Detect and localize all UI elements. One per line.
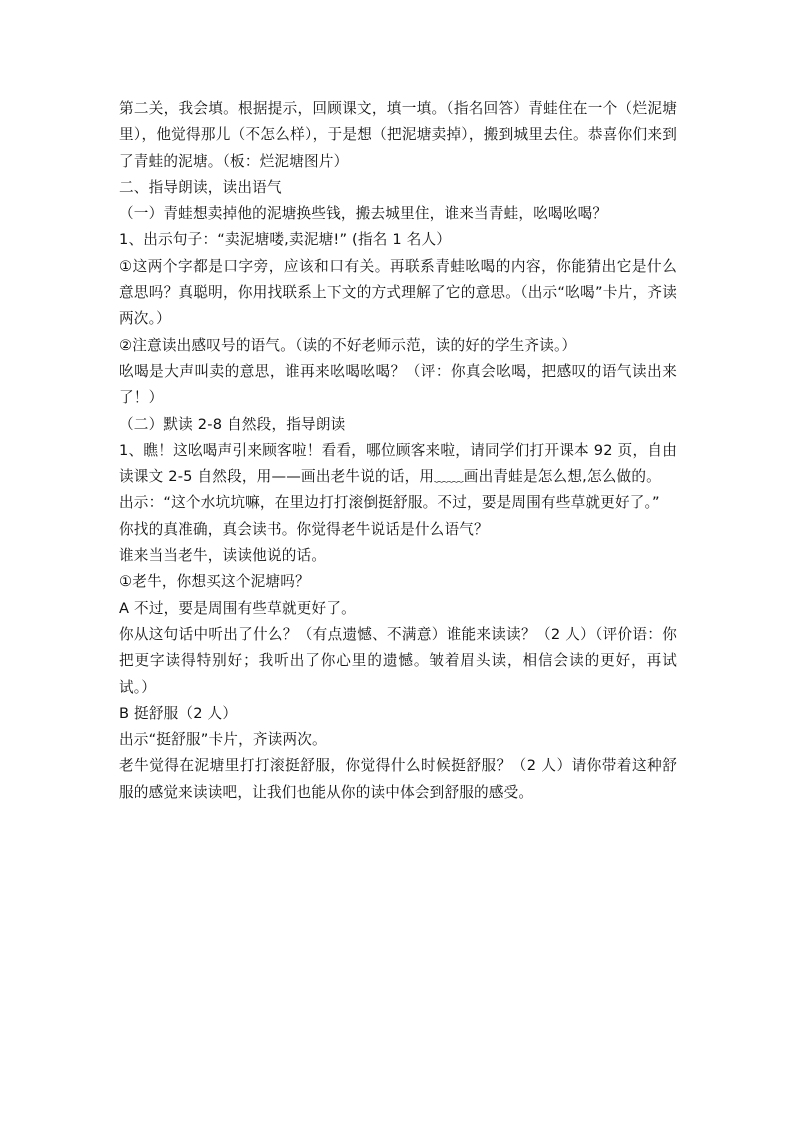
paragraph: 第二关，我会填。根据提示，回顾课文，填一填。（指名回答）青蛙住在一个（烂泥塘里），他觉得那儿（不怎么样），于是想（把泥塘卖掉），搬到城里去住。恭喜你们来到了青蛙的泥塘。（板：烂泥塘图片） xyxy=(119,100,677,170)
paragraph: 吆喝是大声叫卖的意思，谁再来吆喝吆喝？（评：你真会吆喝，把感叹的语气读出来了！） xyxy=(119,362,677,407)
subsection-heading: （二）默读 2-8 自然段，指导朗读 xyxy=(119,415,346,433)
paragraph: ①老牛，你想买这个泥塘吗？ xyxy=(119,573,310,591)
paragraph: 1、出示句子：“卖泥塘喽,卖泥塘!” (指名 1 名人） xyxy=(119,231,452,249)
paragraph: A 不过，要是周围有些草就更好了。 xyxy=(119,599,356,617)
paragraph: 1、瞧！这吆喝声引来顾客啦！看看，哪位顾客来啦，请同学们打开课本 92 页，自由读课文 2-5 自然段，用——画出老牛说的话，用﹏﹏画出青蛙是怎么想,怎么做的。 xyxy=(119,441,677,486)
paragraph: 你找的真准确，真会读书。你觉得老牛说话是什么语气？ xyxy=(119,520,489,538)
paragraph: ①这两个字都是口字旁，应该和口有关。再联系青蛙吆喝的内容，你能猜出它是什么意思吗？真聪明，你用找联系上下文的方式理解了它的意思。（出示“吆喝”卡片，齐读两次。） xyxy=(119,257,677,328)
paragraph: B 挺舒服（2 人） xyxy=(119,704,238,722)
paragraph: 出示：“这个水坑坑嘛，在里边打打滚倒挺舒服。不过，要是周围有些草就更好了。” xyxy=(119,494,660,512)
paragraph: 谁来当当老牛，读读他说的话。 xyxy=(119,547,327,565)
section-heading: 二、指导朗读，读出语气 xyxy=(119,178,282,196)
subsection-heading: （一）青蛙想卖掉他的泥塘换些钱，搬去城里住，谁来当青蛙，吆喝吆喝？ xyxy=(119,205,608,223)
paragraph: 出示“挺舒服”卡片，齐读两次。 xyxy=(119,731,327,749)
paragraph: 你从这句话中听出了什么？（有点遗憾、不满意）谁能来读读？（2 人）（评价语：你把更字读得特别好；我听出了你心里的遗憾。皱着眉头读，相信会读的更好，再试试。） xyxy=(119,625,677,696)
paragraph: ②注意读出感叹号的语气。（读的不好老师示范，读的好的学生齐读。） xyxy=(119,336,577,354)
paragraph: 老牛觉得在泥塘里打打滚挺舒服，你觉得什么时候挺舒服？（2 人）请你带着这种舒服的感觉来读读吧，让我们也能从你的读中体会到舒服的感受。 xyxy=(119,757,677,801)
